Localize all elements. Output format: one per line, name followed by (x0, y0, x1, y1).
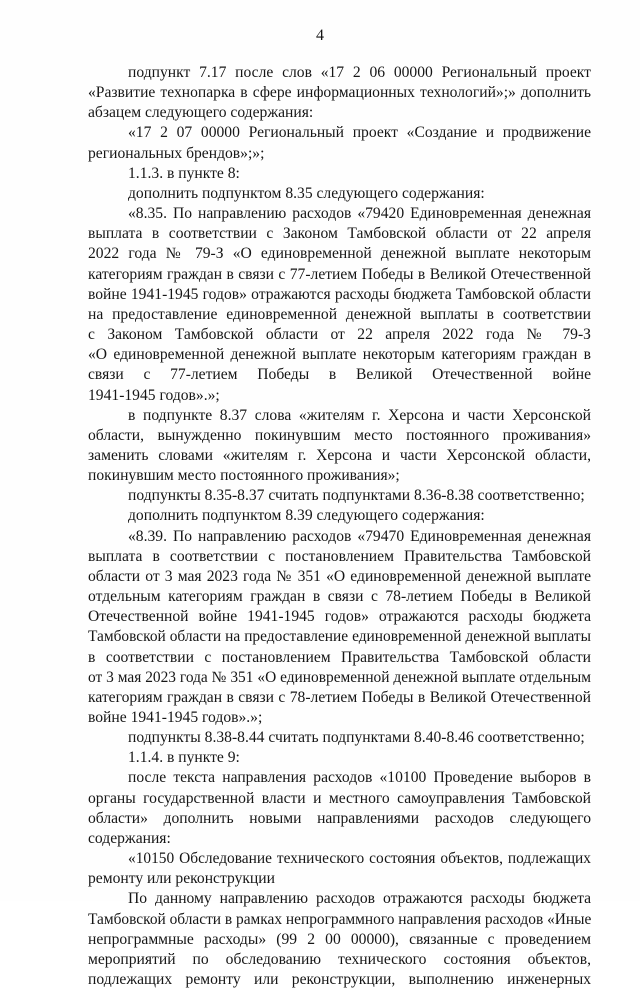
text-line: области от 3 мая 2023 года № 351 «О единовременной денежной выплате (88, 567, 591, 585)
text-line: отдельным категориям граждан в связи с 78-летием Победы в Великой (88, 588, 591, 606)
text-line: органы государственной власти и местного самоуправления Тамбовской (88, 789, 591, 807)
text-line: «Развитие технопарка в сфере информационных технологий»;» дополнить (88, 84, 591, 102)
text-line: 1.1.3. в пункте 8: (128, 164, 240, 182)
text-line: дополнить подпунктом 8.39 следующего содержания: (128, 507, 485, 525)
page-number: 4 (316, 27, 324, 44)
text-line: мероприятий по обследованию технического состояния объектов, (88, 950, 591, 968)
text-line: 1941-1945 годов».»; (88, 386, 220, 404)
text-line: Тамбовской области на предоставление единовременной денежной выплаты (88, 628, 591, 646)
text-line: выплата в соответствии с Законом Тамбовской области от 22 апреля (88, 225, 591, 243)
text-line: подлежащих ремонту или реконструкции, выполнению инженерных (88, 971, 591, 989)
text-line: войне 1941-1945 годов».»; (88, 709, 263, 726)
text-line: категориям граждан в связи с 78-летием Победы в Великой Отечественной (88, 688, 591, 706)
text-line: подпункт 7.17 после слов «17 2 06 00000 Региональный проект (128, 64, 591, 81)
text-line: заменить словами «жителям г. Херсона и части Херсонской области, (88, 446, 591, 464)
text-line: «8.39. По направлению расходов «79470 Единовременная денежная (128, 527, 591, 545)
text-line: в соответствии с постановлением Правительства Тамбовской области (88, 648, 591, 666)
text-line: По данному направлению расходов отражаются расходы бюджета (128, 890, 591, 908)
text-line: выплата в соответствии с постановлением Правительства Тамбовской (88, 547, 591, 565)
text-line: на предоставление единовременной денежной выплаты в соответствии (88, 305, 591, 323)
text-line: региональных брендов»;»; (88, 144, 265, 162)
text-line: ремонту или реконструкции (88, 870, 275, 888)
text-line: подпункты 8.35-8.37 считать подпунктами 8.36-8.38 соответственно; (128, 487, 585, 505)
text-line: с Законом Тамбовской области от 22 апреля 2022 года № 79-З (88, 326, 591, 344)
text-line: в подпункте 8.37 слова «жителям г. Херсона и части Херсонской (128, 406, 591, 424)
text-line: абзацем следующего содержания: (88, 104, 314, 122)
text-line: подпункты 8.38-8.44 считать подпунктами 8.40-8.46 соответственно; (128, 729, 585, 747)
text-line: войне 1941-1945 годов» отражаются расходы бюджета Тамбовской области (88, 285, 591, 303)
text-line: области» дополнить новыми направлениями расходов следующего (88, 809, 591, 827)
text-line: 1.1.4. в пункте 9: (128, 749, 240, 767)
text-line: «8.35. По направлению расходов «79420 Единовременная денежная (128, 205, 591, 223)
text-line: Отечественной войне 1941-1945 годов» отражаются расходы бюджета (88, 608, 591, 626)
document-body (88, 63, 591, 990)
text-line: 2022 года № 79-З «О единовременной денежной выплате некоторым (88, 245, 591, 263)
text-line: «10150 Обследование технического состояния объектов, подлежащих (128, 850, 591, 868)
text-line: категориям граждан в связи с 77-летием Победы в Великой Отечественной (88, 265, 591, 283)
text-line: Тамбовской области в рамках непрограммного направления расходов «Иные (88, 910, 592, 928)
text-line: после текста направления расходов «10100 Проведение выборов в (128, 769, 591, 787)
text-line: дополнить подпунктом 8.35 следующего содержания: (128, 184, 485, 202)
text-line: «17 2 07 00000 Региональный проект «Создание и продвижение (128, 124, 591, 142)
text-line: «О единовременной денежной выплате некоторым категориям граждан в (88, 346, 591, 364)
text-line: от 3 мая 2023 года № 351 «О единовременной денежной выплате отдельным (88, 668, 591, 686)
text-line: области, вынужденно покинувшим место постоянного проживания» (88, 426, 591, 444)
text-line: содержания: (88, 829, 171, 847)
text-line: покинувшим место постоянного проживания»; (88, 467, 400, 485)
text-line: связи с 77-летием Победы в Великой Отечественной войне (88, 366, 591, 384)
text-line: непрограммные расходы» (99 2 00 00000), связанные с проведением (88, 930, 591, 948)
